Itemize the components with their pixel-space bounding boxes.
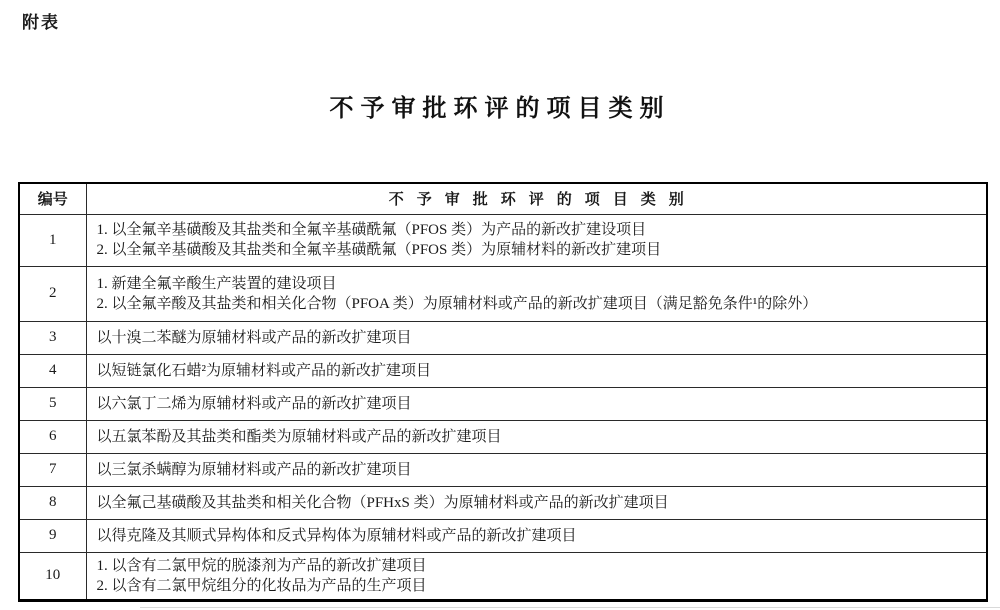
row-content [86, 420, 987, 453]
header-number: 编号 [19, 183, 86, 214]
table-row [19, 552, 987, 600]
category-table [18, 182, 988, 602]
content-line: 以得克隆及其顺式异构体和反式异构体为原辅材料或产品的新改扩建项目 [96, 527, 577, 544]
content-line: 1. 新建全氟辛酸生产装置的建设项目 [96, 275, 337, 292]
content-line: 以五氯苯酚及其盐类和酯类为原辅材料或产品的新改扩建项目 [96, 428, 502, 445]
scan-edge-line [140, 607, 1000, 608]
row-number: 10 [19, 552, 86, 600]
content-line: 以短链氯化石蜡²为原辅材料或产品的新改扩建项目 [96, 362, 431, 379]
table-row [19, 519, 987, 552]
row-number: 1 [19, 214, 86, 266]
appendix-label: 附表 [22, 13, 60, 32]
table-row [19, 453, 987, 486]
row-number: 6 [19, 420, 86, 453]
table-row [19, 321, 987, 354]
row-number: 5 [19, 387, 86, 420]
table-row [19, 266, 987, 321]
row-number: 9 [19, 519, 86, 552]
category-table-container [18, 182, 988, 602]
content-line: 以六氯丁二烯为原辅材料或产品的新改扩建项目 [96, 395, 412, 412]
row-number: 8 [19, 486, 86, 519]
content-line: 1. 以含有二氯甲烷的脱漆剂为产品的新改扩建项目 [96, 557, 427, 574]
content-line: 2. 以全氟辛基磺酸及其盐类和全氟辛基磺酰氟（PFOS 类）为原辅材料的新改扩建项目 [96, 242, 662, 258]
row-content [86, 214, 987, 266]
row-number: 3 [19, 321, 86, 354]
content-line: 2. 以含有二氯甲烷组分的化妆品为产品的生产项目 [96, 577, 427, 594]
content-line: 以全氟己基磺酸及其盐类和相关化合物（PFHxS 类）为原辅材料或产品的新改扩建项目 [96, 494, 669, 511]
content-line: 以三氯杀螨醇为原辅材料或产品的新改扩建项目 [96, 461, 412, 478]
row-content [86, 453, 987, 486]
table-row [19, 214, 987, 266]
content-line: 1. 以全氟辛基磺酸及其盐类和全氟辛基磺酰氟（PFOS 类）为产品的新改扩建设项目 [96, 222, 647, 238]
content-line: 以十溴二苯醚为原辅材料或产品的新改扩建项目 [96, 329, 412, 346]
row-content [86, 387, 987, 420]
row-number: 4 [19, 354, 86, 387]
table-row [19, 387, 987, 420]
row-content [86, 321, 987, 354]
content-line: 2. 以全氟辛酸及其盐类和相关化合物（PFOA 类）为原辅材料或产品的新改扩建项目（满足豁免条件¹的除外） [96, 295, 818, 312]
row-content [86, 354, 987, 387]
row-number: 7 [19, 453, 86, 486]
page-title: 不予审批环评的项目类别 [329, 96, 671, 122]
row-content [86, 266, 987, 321]
row-content [86, 519, 987, 552]
table-header-row [19, 183, 987, 214]
table-row [19, 420, 987, 453]
row-content [86, 552, 987, 600]
row-number: 2 [19, 266, 86, 321]
table-row [19, 354, 987, 387]
row-content [86, 486, 987, 519]
table-row [19, 486, 987, 519]
header-category: 不予审批环评的项目类别 [86, 183, 987, 214]
